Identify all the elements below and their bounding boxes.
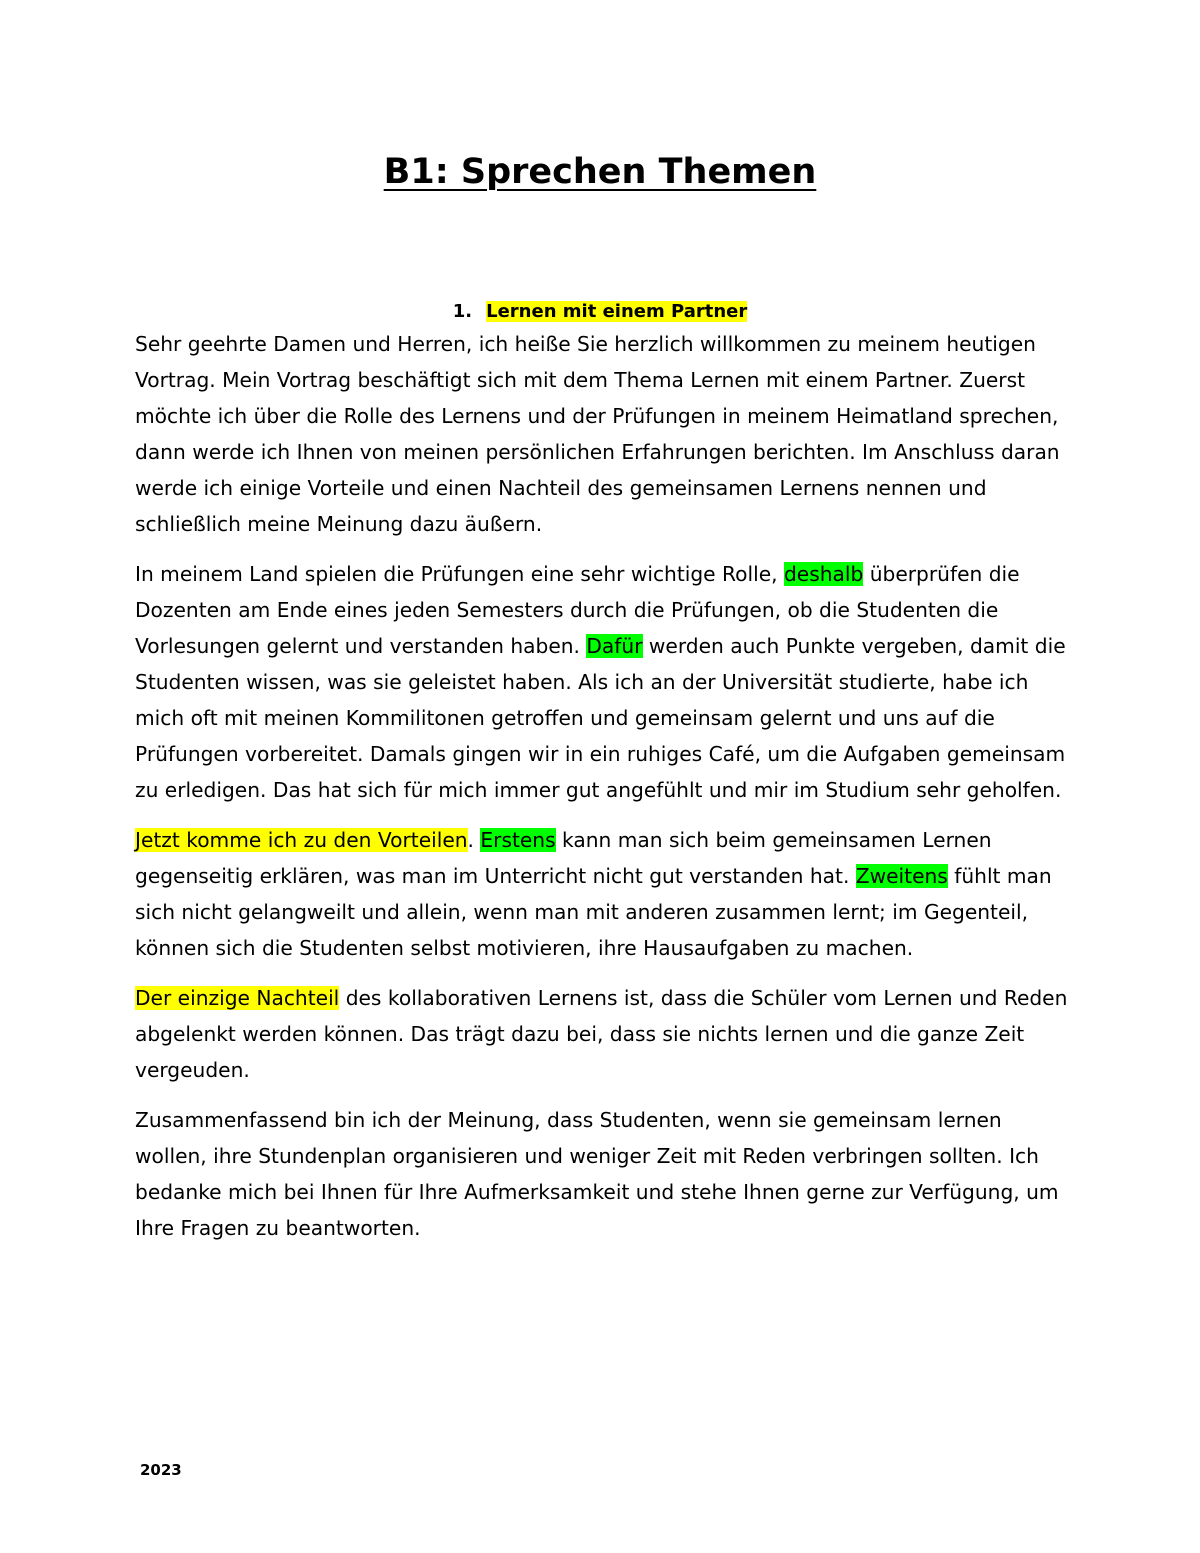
section-heading <box>0 298 1200 326</box>
highlighted-phrase: Der einzige Nachteil <box>135 986 340 1010</box>
paragraph-introduction: Sehr geehrte Damen und Herren, ich heiße Sie herzlich willkommen zu meinem heutigen Vortrag. Mein Vortrag beschäftigt sich mit dem Thema Lernen mit einem Partner. Zuerst möchte ich über die Rolle des Lernens und der Prüfungen in meinem Heimatland sprechen, dann werde ich Ihnen von meinen persönlichen Erfahrungen berichten. Im Anschluss daran werde ich einige Vorteile und einen Nachteil des gemeinsamen Lernens nennen und schließlich meine Meinung dazu äußern. <box>135 332 1060 536</box>
paragraph-disadvantage <box>135 980 1070 1088</box>
highlighted-connector: Erstens <box>480 828 556 852</box>
paragraph-text: überprüfen die Dozenten am Ende eines jeden Semesters durch die Prüfungen, ob die Studenten die Vorlesungen gelernt und verstanden haben. <box>135 562 1020 658</box>
highlighted-connector: deshalb <box>783 562 864 586</box>
paragraph-text: . <box>467 828 481 852</box>
document-title: B1: Sprechen Themen <box>383 152 817 192</box>
highlighted-connector: Dafür <box>586 634 643 658</box>
paragraph-text: In meinem Land spielen die Prüfungen eine sehr wichtige Rolle, <box>135 562 784 586</box>
highlighted-phrase: Jetzt komme ich zu den Vorteilen <box>135 828 468 852</box>
paragraph-experience <box>135 556 1070 808</box>
paragraph-text: werden auch Punkte vergeben, damit die Studenten wissen, was sie geleistet haben. Als ich an der Universität studierte, habe ich mich oft mit meinen Kommilitonen getroffen und gemeinsam gelernt und uns auf die Prüfungen vorbereitet. Damals gingen wir in ein ruhiges Café, um die Aufgaben gemeinsam zu erledigen. Das hat sich für mich immer gut angefühlt und mir im Studium sehr geholfen. <box>135 634 1066 802</box>
paragraph-text: kann man sich beim gemeinsamen Lernen gegenseitig erklären, was man im Unterricht nicht gut verstanden hat. <box>135 828 992 888</box>
footer-year: 2023 <box>140 1461 182 1479</box>
section-title: Lernen mit einem Partner <box>486 301 748 322</box>
paragraph-text: fühlt man sich nicht gelangweilt und allein, wenn man mit anderen zusammen lernt; im Gegenteil, können sich die Studenten selbst motivieren, ihre Hausaufgaben zu machen. <box>135 864 1052 960</box>
document-body <box>135 326 1070 1260</box>
paragraph-text: des kollaborativen Lernens ist, dass die Schüler vom Lernen und Reden abgelenkt werden können. Das trägt dazu bei, dass sie nichts lernen und die ganze Zeit vergeuden. <box>135 986 1068 1082</box>
highlighted-connector: Zweitens <box>855 864 948 888</box>
paragraph-advantages <box>135 822 1070 966</box>
paragraph-conclusion: Zusammenfassend bin ich der Meinung, dass Studenten, wenn sie gemeinsam lernen wollen, ihre Stundenplan organisieren und weniger Zeit mit Reden verbringen sollten. Ich bedanke mich bei Ihnen für Ihre Aufmerksamkeit und stehe Ihnen gerne zur Verfügung, um Ihre Fragen zu beantworten. <box>135 1108 1059 1240</box>
section-number: 1. <box>452 301 473 322</box>
